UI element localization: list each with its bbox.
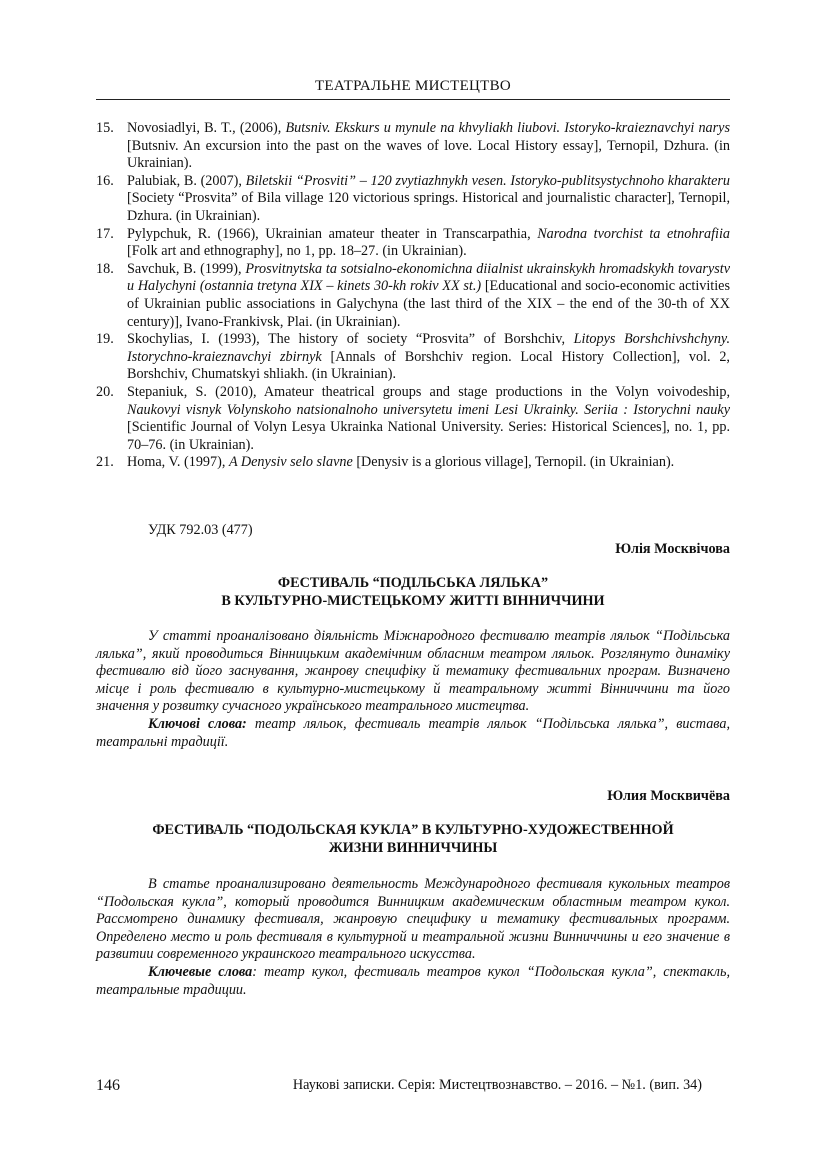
reference-text: [Society “Prosvita” of Bila village 120 victorious springs. Historical and journalistic character], Ternopil, Dzhura. (in Ukrainian). xyxy=(127,190,730,224)
reference-italic-title: Butsniv. Ekskurs u mynule na khvyliakh liubovi. Istoryko-kraieznavchyi narys xyxy=(285,120,730,136)
reference-number: 20. xyxy=(96,383,114,400)
reference-text: Savchuk, B. (1999), xyxy=(127,260,246,277)
abstract-uk xyxy=(96,628,730,751)
reference-number: 16. xyxy=(96,172,114,189)
reference-item xyxy=(96,173,730,226)
page-number: 146 xyxy=(96,1077,120,1094)
article-title-ru-line2: ЖИЗНИ ВИННИЧЧИНЫ xyxy=(328,839,498,856)
udc-code: УДК 792.03 (477) xyxy=(148,522,253,538)
reference-list xyxy=(96,120,730,472)
abstract-ru xyxy=(96,876,730,999)
header-rule xyxy=(96,99,730,100)
abstract-uk-text: У статті проаналізовано діяльність Міжнародного фестивалю театрів ляльок “Подільська лялька”, який проводиться Вінницьким академічним обласним театром ляльок. Розглянуто динаміку фестивалю від його заснування, жанрову специфіку й тематику фестивальних програм. Визначено місце і роль фестивалю в культурно-мистецькому й театральному житті Вінниччини та його значення у розвитку сучасного українського театрального мистецтва. xyxy=(96,628,730,715)
reference-text: [Folk art and ethnography], no 1, pp. 18–27. (in Ukrainian). xyxy=(127,243,467,260)
reference-text: [Scientific Journal of Volyn Lesya Ukrainka National University. Series: Historical Sciences], no. 1, pp. 70–76. (in Ukrainian). xyxy=(127,419,730,453)
reference-italic-title: A Denysiv selo slavne xyxy=(228,454,353,471)
reference-number: 19. xyxy=(96,331,114,348)
abstract-ru-text: В статье проанализировано деятельность Международного фестиваля кукольных театров “Подольская кукла”, который проводится Винницким академическим областным театром кукол. Рассмотрено динамику фестиваля, жанровую специфику и тематику фестивальных программ. Определено место и роль фестиваля в культурной и театральной жизни Винниччины и его значение в развитии современного украинского театрального искусства. xyxy=(96,876,730,963)
reference-item xyxy=(96,261,730,331)
reference-italic-title: Biletskii “Prosviti” – 120 zvytiazhnykh vesen. Istoryko-publitsystychnoho kharakteru xyxy=(245,172,730,189)
article-title-ru xyxy=(96,822,730,857)
author-name-uk: Юлія Москвічова xyxy=(615,541,730,557)
keywords-ru xyxy=(96,964,730,999)
reference-text: [Butsniv. An excursion into the past on the waves of love. Local History essay], Ternopil, Dzhura. (in Ukrainian). xyxy=(127,137,730,172)
reference-italic-title: Narodna tvorchist ta etnohrafiia xyxy=(537,225,730,242)
article-title-uk-line2: В КУЛЬТУРНО-МИСТЕЦЬКОМУ ЖИТТІ ВІННИЧЧИНИ xyxy=(221,592,605,609)
reference-number: 21. xyxy=(96,454,114,471)
keywords-uk xyxy=(96,716,730,751)
reference-item xyxy=(96,384,730,454)
article-title-uk xyxy=(96,575,730,610)
reference-text: [Denysiv is a glorious village], Ternopil. (in Ukrainian). xyxy=(352,454,675,471)
reference-number: 17. xyxy=(96,225,114,242)
reference-item xyxy=(96,226,730,261)
reference-italic-title: Litopys Borshchivshchyny. Istorychno-kraieznavchyi zbirnyk xyxy=(127,331,730,365)
page-footer xyxy=(96,1077,730,1097)
reference-text: Novosiadlyi, B. T., (2006), xyxy=(127,120,286,136)
reference-italic-title: Naukovyi visnyk Volynskoho natsionalnoho universytetu imeni Lesi Ukrainky. Seriia : Istorychni nauky xyxy=(127,401,730,418)
reference-text: [Annals of Borshchiv region. Local History Collection], vol. 2, Borshchiv, Chumatskyi shliakh. (in Ukrainian). xyxy=(127,348,730,383)
reference-item xyxy=(96,454,730,472)
section-title: ТЕАТРАЛЬНЕ МИСТЕЦТВО xyxy=(314,78,512,94)
journal-citation: Наукові записки. Серія: Мистецтвознавство. – 2016. – №1. (вип. 34) xyxy=(292,1077,702,1093)
article-title-ru-line1: ФЕСТИВАЛЬ “ПОДОЛЬСКАЯ КУКЛА” В КУЛЬТУРНО-ХУДОЖЕСТВЕННОЙ xyxy=(152,822,674,838)
reference-text: Skochylias, I. (1993), The history of society “Prosvita” of Borshchiv, xyxy=(127,331,574,348)
author-name-ru: Юлия Москвичёва xyxy=(607,788,730,804)
reference-italic-title: Prosvitnytska ta sotsialno-ekonomichna diialnist ukrainskykh hromadskykh tovarystv u Halychyni (ostannia tretyna XIX – kinets 30-kh rokiv XX st.) xyxy=(127,260,731,295)
article-title-uk-line1: ФЕСТИВАЛЬ “ПОДІЛЬСЬКА ЛЯЛЬКА” xyxy=(277,575,549,591)
reference-item xyxy=(96,331,730,384)
reference-text: Pylypchuk, R. (1966), Ukrainian amateur theater in Transcarpathia, xyxy=(127,225,538,242)
keywords-uk-label: Ключові слова: xyxy=(148,715,247,732)
reference-number: 18. xyxy=(96,260,114,277)
reference-text: Palubiak, B. (2007), xyxy=(127,172,246,189)
keywords-ru-label: Ключевые слова xyxy=(148,963,253,980)
reference-item xyxy=(96,120,730,173)
keywords-uk-text: театр ляльок, фестиваль театрів ляльок “Подільська лялька”, вистава, театральні традиції. xyxy=(96,715,730,750)
reference-text: Homa, V. (1997), xyxy=(127,454,229,471)
reference-text: [Educational and socio-economic activities of Ukrainian public associations in Galychyna (the last third of the XIX – the end of the 30-th of XX century)], Ivano-Frankivsk, Plai. (in Ukrainian). xyxy=(127,278,730,330)
keywords-ru-text: : театр кукол, фестиваль театров кукол “Подольская кукла”, спектакль, театральные традиции. xyxy=(96,963,730,998)
reference-text: Stepaniuk, S. (2010), Amateur theatrical groups and stage productions in the Volyn voivodeship, xyxy=(127,383,730,400)
reference-number: 15. xyxy=(96,120,114,136)
